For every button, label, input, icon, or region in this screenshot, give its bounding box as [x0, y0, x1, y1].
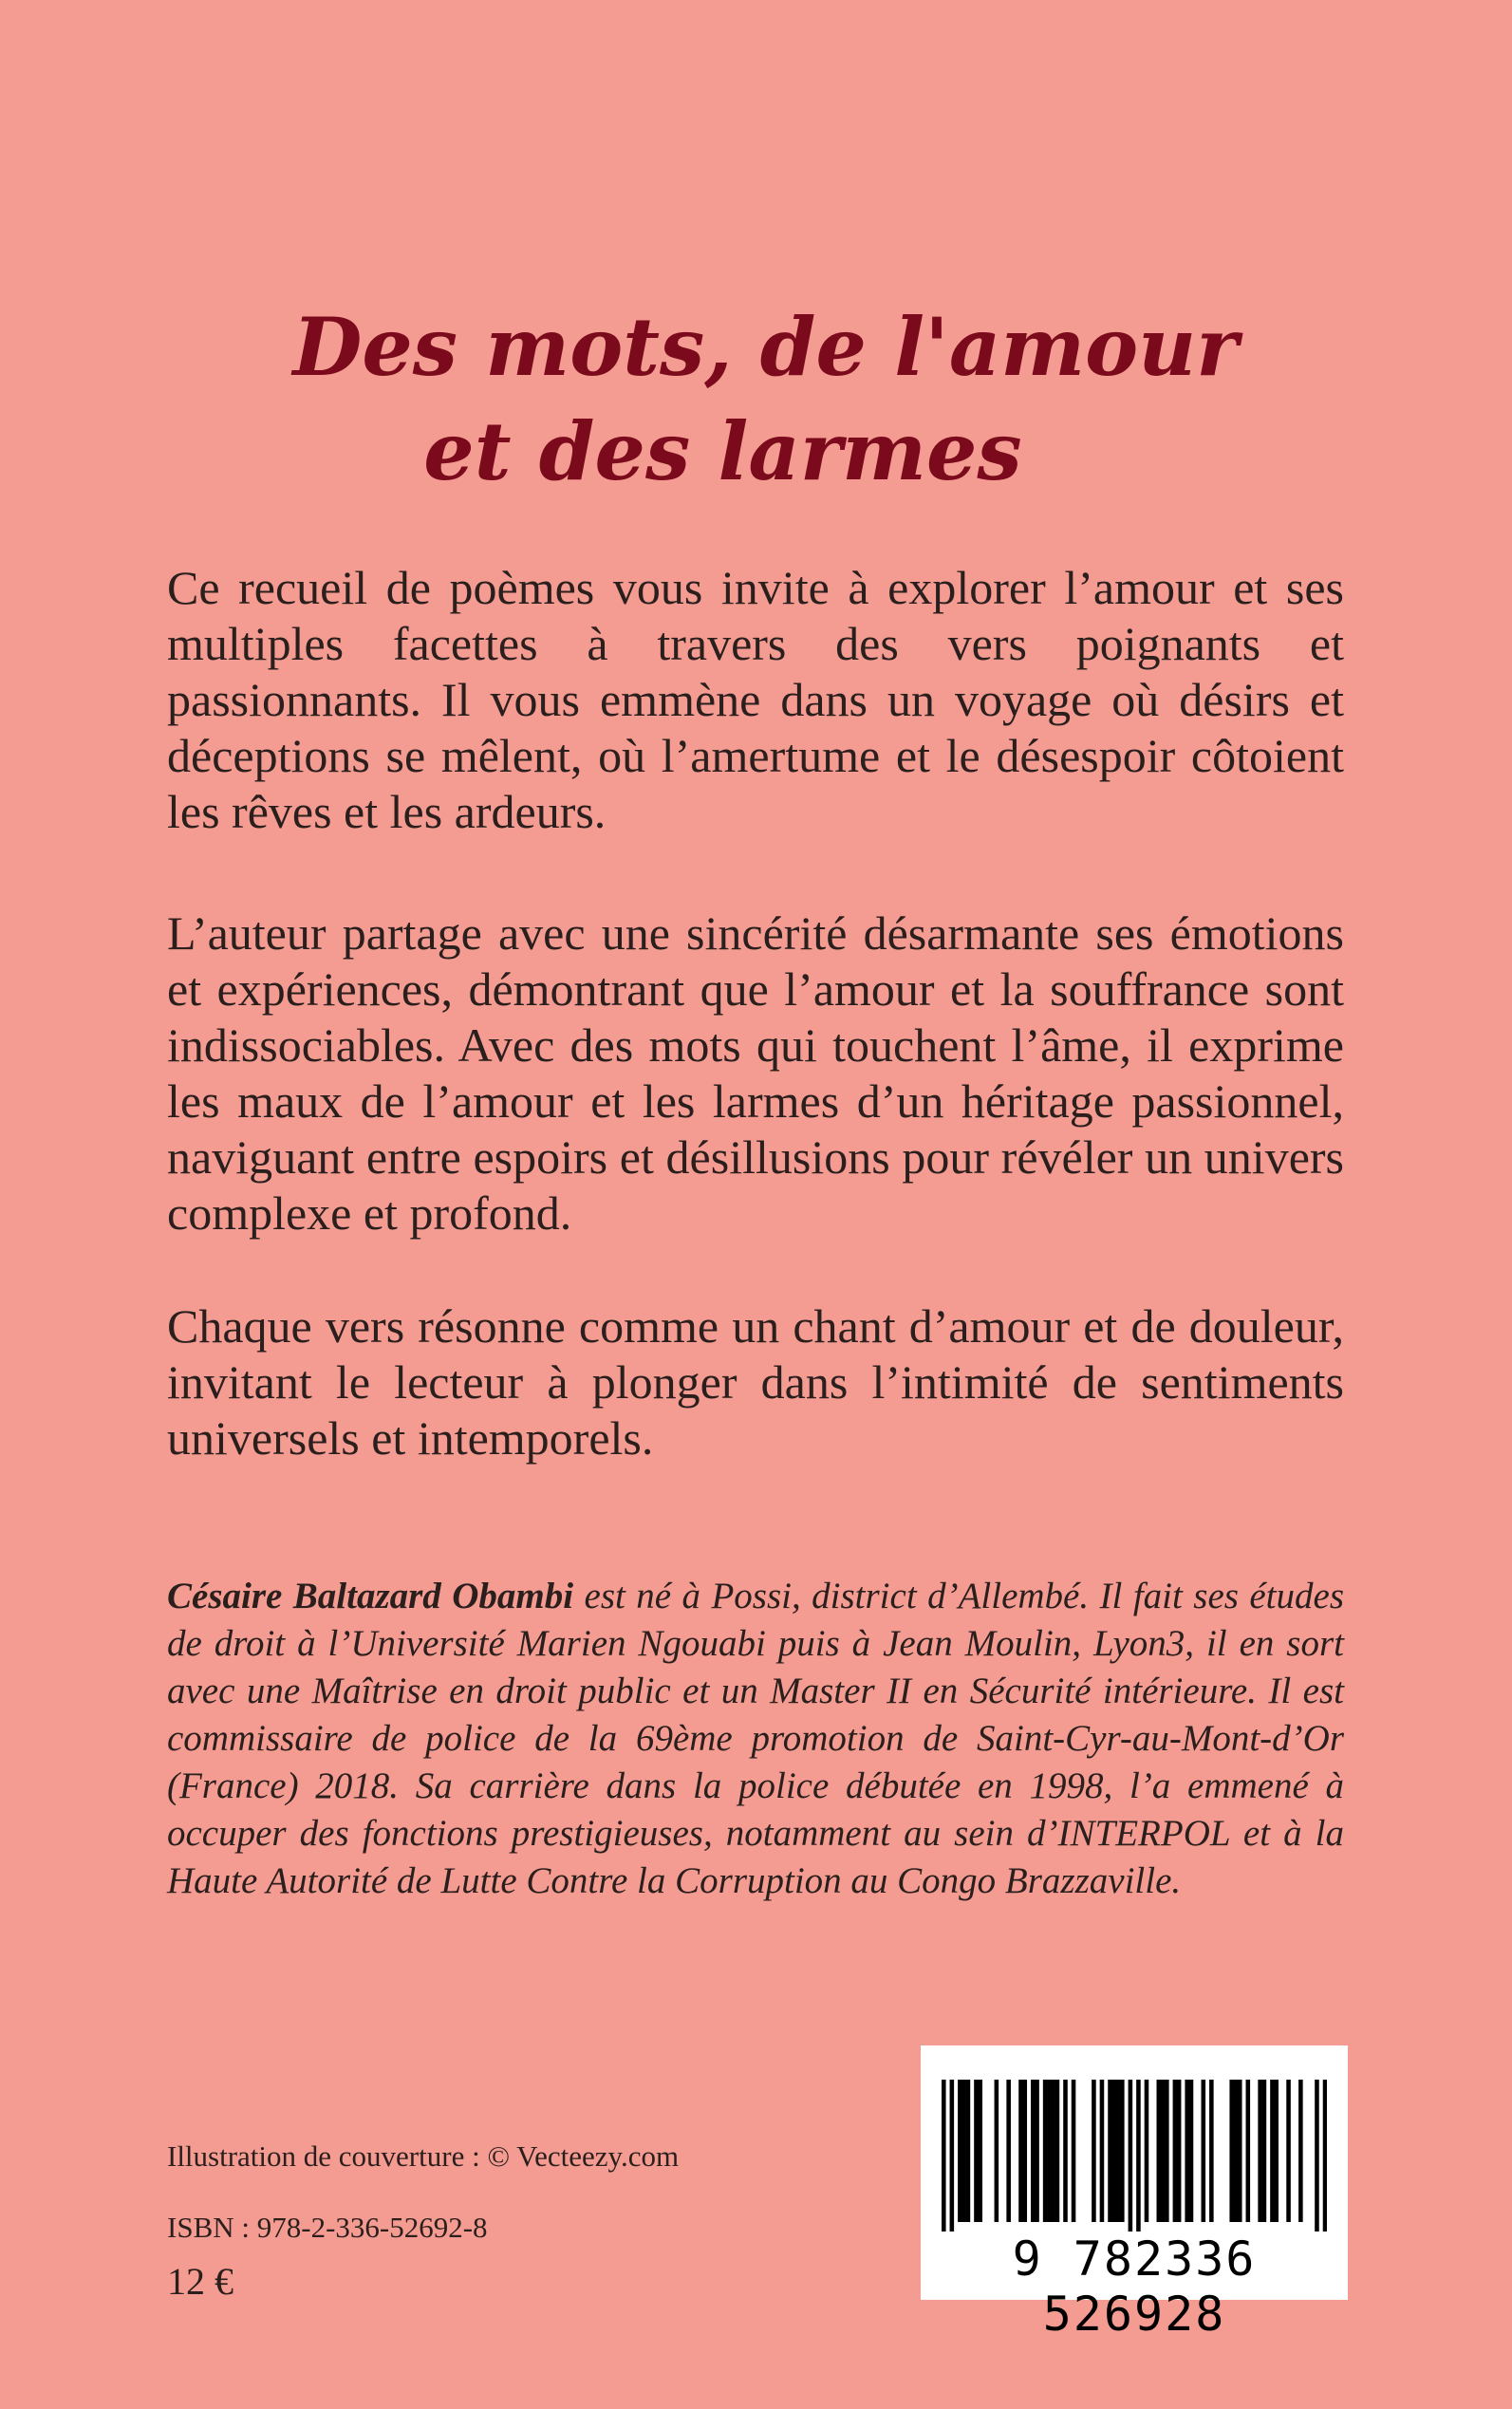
barcode-bar	[1051, 2080, 1055, 2222]
barcode-bar	[1177, 2080, 1182, 2222]
barcode-bar	[1173, 2080, 1178, 2222]
barcode-bar	[1270, 2080, 1275, 2222]
barcode-bar	[1209, 2080, 1214, 2222]
book-title-line-2: et des larmes	[423, 404, 1022, 499]
summary-paragraph-2: L’auteur partage avec une sincérité désarmante ses émotions et expériences, démontrant que l’amour et la souffrance sont indissociables. Avec des mots qui touchent l’âme, il exprime les maux de l’amour et les larmes d’un héritage passionnel, naviguant entre espoirs et désillusions pour révéler un univers complexe et profond.	[167, 906, 1344, 1240]
barcode-bar	[1157, 2080, 1162, 2222]
author-biography	[167, 1573, 1344, 1905]
illustration-credit: Illustration de couverture : © Vecteezy.com	[167, 2139, 680, 2173]
barcode-bar	[1229, 2080, 1234, 2222]
barcode-bar	[1111, 2080, 1116, 2222]
summary-paragraph-3: Chaque vers résonne comme un chant d’amour et de douleur, invitant le lecteur à plonger dans l’intimité de sentiments universels et intemporels.	[167, 1299, 1344, 1465]
barcode-bar	[1323, 2080, 1327, 2232]
barcode-bar	[974, 2080, 979, 2222]
barcode-bar	[1315, 2080, 1319, 2232]
summary-paragraph-1: Ce recueil de poèmes vous invite à explorer l’amour et ses multiples facettes à travers des vers poignants et passionnants. Il vous emmène dans un voyage où désirs et déceptions se mêlent, où l’amertume et le désespoir côtoient les rêves et les ardeurs.	[167, 561, 1344, 838]
barcode-bar	[1129, 2080, 1133, 2232]
barcode-bar	[1165, 2080, 1169, 2222]
barcode-bar	[1145, 2080, 1149, 2222]
barcode-bar	[1189, 2080, 1194, 2222]
barcode-bars	[942, 2080, 1327, 2232]
barcode-bar	[1022, 2080, 1027, 2222]
book-title-line-1: Des mots, de l'amour	[292, 300, 1239, 395]
barcode-bar	[1238, 2080, 1242, 2222]
barcode-bar	[1006, 2080, 1011, 2222]
author-name: Césaire Baltazard Obambi	[167, 1576, 574, 1616]
barcode-bar	[1234, 2080, 1239, 2222]
barcode-bar	[1092, 2080, 1096, 2222]
barcode-bar	[1262, 2080, 1267, 2222]
barcode-bar	[1136, 2080, 1141, 2232]
price: 12 €	[167, 2260, 233, 2303]
barcode-bar	[1072, 2080, 1076, 2222]
barcode-bar	[1100, 2080, 1105, 2222]
barcode-bar	[1298, 2080, 1303, 2222]
barcode-bar	[961, 2080, 966, 2222]
isbn-number: ISBN : 978-2-336-52692-8	[167, 2211, 488, 2244]
barcode-bar	[966, 2080, 971, 2222]
barcode-bar	[1047, 2080, 1052, 2222]
barcode-bar	[1055, 2080, 1060, 2222]
barcode	[921, 2045, 1348, 2342]
barcode-bar	[958, 2080, 962, 2222]
barcode-bar	[1202, 2080, 1206, 2222]
barcode-bar	[978, 2080, 982, 2222]
barcode-bar	[1108, 2080, 1112, 2222]
author-bio-text: est né à Possi, district d’Allembé. Il fait ses études de droit à l’Université Marien Ngouabi puis à Jean Moulin, Lyon3, il en sort avec une Maîtrise en droit public et un Master II en Sécurité intérieure. Il est commissaire de police de la 69ème promotion de Saint-Cyr-au-Mont-d’Or (France) 2018. Sa carrière dans la police débutée en 1998, l’a emmené à occuper des fonctions prestigieuses, notamment au sein d’INTERPOL et à la Haute Autorité de Lutte Contre la Corruption au Congo Brazzaville.	[167, 1576, 1344, 1901]
barcode-bar	[1035, 2080, 1039, 2222]
book-title	[0, 295, 1512, 504]
barcode-bar	[1161, 2080, 1166, 2222]
barcode-bar	[1063, 2080, 1068, 2222]
barcode-number: 9 782336 526928	[1012, 2232, 1257, 2342]
barcode-bar	[1018, 2080, 1023, 2222]
barcode-bar	[1246, 2080, 1251, 2222]
barcode-bar	[995, 2080, 999, 2222]
barcode-bar	[1185, 2080, 1189, 2222]
barcode-bar	[1116, 2080, 1121, 2222]
barcode-bar	[1120, 2080, 1125, 2222]
barcode-bar	[1274, 2080, 1279, 2222]
barcode-bar	[1043, 2080, 1048, 2222]
barcode-bar	[1258, 2080, 1262, 2222]
barcode-bar	[1031, 2080, 1036, 2222]
barcode-bar	[1286, 2080, 1291, 2222]
barcode-bar	[942, 2080, 946, 2232]
barcode-bar	[950, 2080, 955, 2232]
